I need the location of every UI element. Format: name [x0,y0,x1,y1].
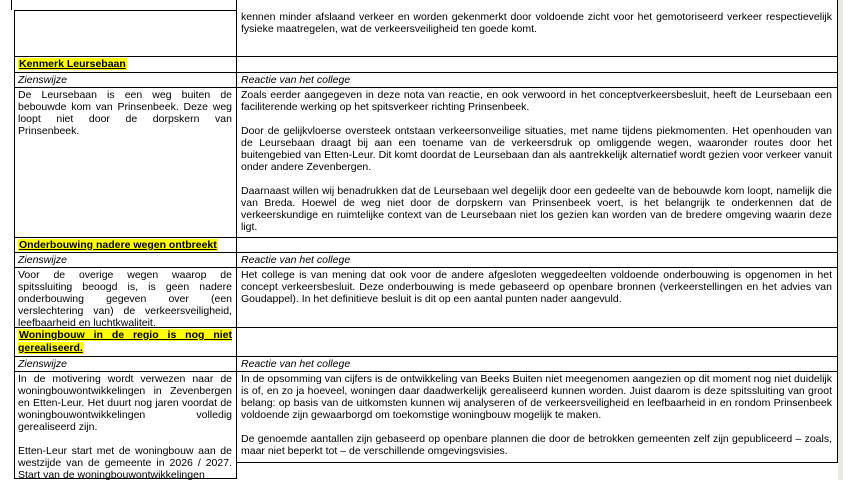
paragraph: Etten-Leur start met de woningbouw aan de westzijde van de gemeente in 2026 / 2027. Start van de woningbouwontwikkelingen [18,445,232,480]
paragraph: In de opsomming van cijfers is de ontwikkeling van Beeks Buiten niet meegenomen aangezien op dit moment nog niet duidelijk is of, en zo ja hoeveel, woningen daar daadwerkelijk gerealiseerd kunnen worden. Juist daarom is deze spitssluiting van groot belang: op basis van de uitkomsten kunnen wij analyseren of de verkeersveiligheid en leefbaarheid in en rondom Prinsenbeek voldoende zijn gewaarborgd om toekomstige woningbouw mogelijk te maken. [241,373,832,421]
table-border-right [837,0,838,462]
row-border [14,267,838,268]
row-border [14,252,838,253]
highlighted-title: Woningbouw in de regio is nog niet gerealiseerd. [18,329,232,354]
paragraph: Voor de overige wegen waarop de spitssluiting beoogd is, is geen nadere onderbouwing gegeven over (een verslechtering van) de verkeersveiligheid, leefbaarheid en luchtkwaliteit. [18,269,232,329]
reactie-cell [241,269,832,305]
section-header-onderbouwing [18,239,232,252]
paragraph: Het college is van mening dat ook voor de andere afgesloten weggedeelten voldoende onderbouwing is opgenomen in het concept verkeersbesluit. Deze onderbouwing is mede gebaseerd op openbare bronnen (verkeerstellingen en het advies van Goudappel). In het definitieve besluit is dit op een aantal punten nader aangevuld. [241,269,832,305]
zienswijze-label: Zienswijze [18,74,68,86]
zienswijze-cell [18,373,232,480]
paragraph: Daarnaast willen wij benadrukken dat de Leursebaan wel degelijk door een gedeelte van de bebouwde kom loopt, namelijk die van Breda. Hoewel de weg niet door de dorpskern van Prinsenbeek voert, is het belangrijk te onderkennen dat de verkeerskundige en ruimtelijke context van de Leursebaan niet los gezien kan worden van de bredere omgeving waarin deze ligt. [241,185,832,233]
reactie-label: Reactie van het college [241,254,351,266]
section-header-kenmerk-leursebaan [18,58,232,71]
reactie-cell [241,89,832,233]
paragraph: De genoemde aantallen zijn gebaseerd op openbare plannen die door de betrokken gemeenten zelf zijn gepubliceerd – zoals, maar niet beperkt tot – de verschillende omgevingsvisies. [241,433,832,457]
reactie-label: Reactie van het college [241,74,351,86]
row-border [14,371,838,372]
table-border-left [14,10,15,478]
row-border [14,237,838,238]
table-border-top-tick [11,0,12,10]
paragraph: Zoals eerder aangegeven in deze nota van reactie, en ook verwoord in het conceptverkeersbesluit, heeft de Leursebaan een faciliterende werking op het spitsverkeer richting Prinsenbeek. [241,89,832,113]
section-header-woningbouw [18,329,232,354]
row-border [14,87,838,88]
page-edge-strip [838,0,843,480]
highlighted-title: Kenmerk Leursebaan [19,58,126,70]
zienswijze-cell [18,269,232,329]
continuation-text [241,11,832,35]
zienswijze-cell [18,89,232,137]
row-border [14,10,237,11]
reactie-label: Reactie van het college [241,358,351,370]
highlighted-title: Onderbouwing nadere wegen ontbreekt [19,239,217,251]
paragraph: Door de gelijkvloerse oversteek ontstaan verkeersonveilige situaties, met name tijdens piekmomenten. Het openhouden van de Leursebaan draagt bij aan een toename van de verkeersdruk op omliggende wegen, waaronder routes door het buitengebied van Etten-Leur. Dit komt doordat de Leursebaan dan als aantrekkelijk alternatief wordt gezien voor verkeer vanuit onder andere Zevenbergen. [241,125,832,173]
row-border-right-cell-bottom [236,462,838,463]
zienswijze-label: Zienswijze [18,254,68,266]
row-border [14,56,838,57]
row-border [14,72,838,73]
zienswijze-label: Zienswijze [18,358,68,370]
row-border [14,356,838,357]
paragraph: De Leursebaan is een weg buiten de bebouwde kom van Prinsenbeek. Deze weg loopt niet door de dorpskern van Prinsenbeek. [18,89,232,137]
reactie-cell [241,373,832,459]
paragraph: kennen minder afslaand verkeer en worden gekenmerkt door voldoende zicht voor het gemotoriseerd verkeer respectievelijk fysieke maatregelen, wat de verkeersveiligheid ten goede komt. [241,11,832,35]
paragraph: In de motivering wordt verwezen naar de woningbouwontwikkelingen in Zevenbergen en Etten-Leur. Het duurt nog jaren voordat de woningbouwontwikkelingen volledig gerealiseerd zijn. [18,373,232,433]
